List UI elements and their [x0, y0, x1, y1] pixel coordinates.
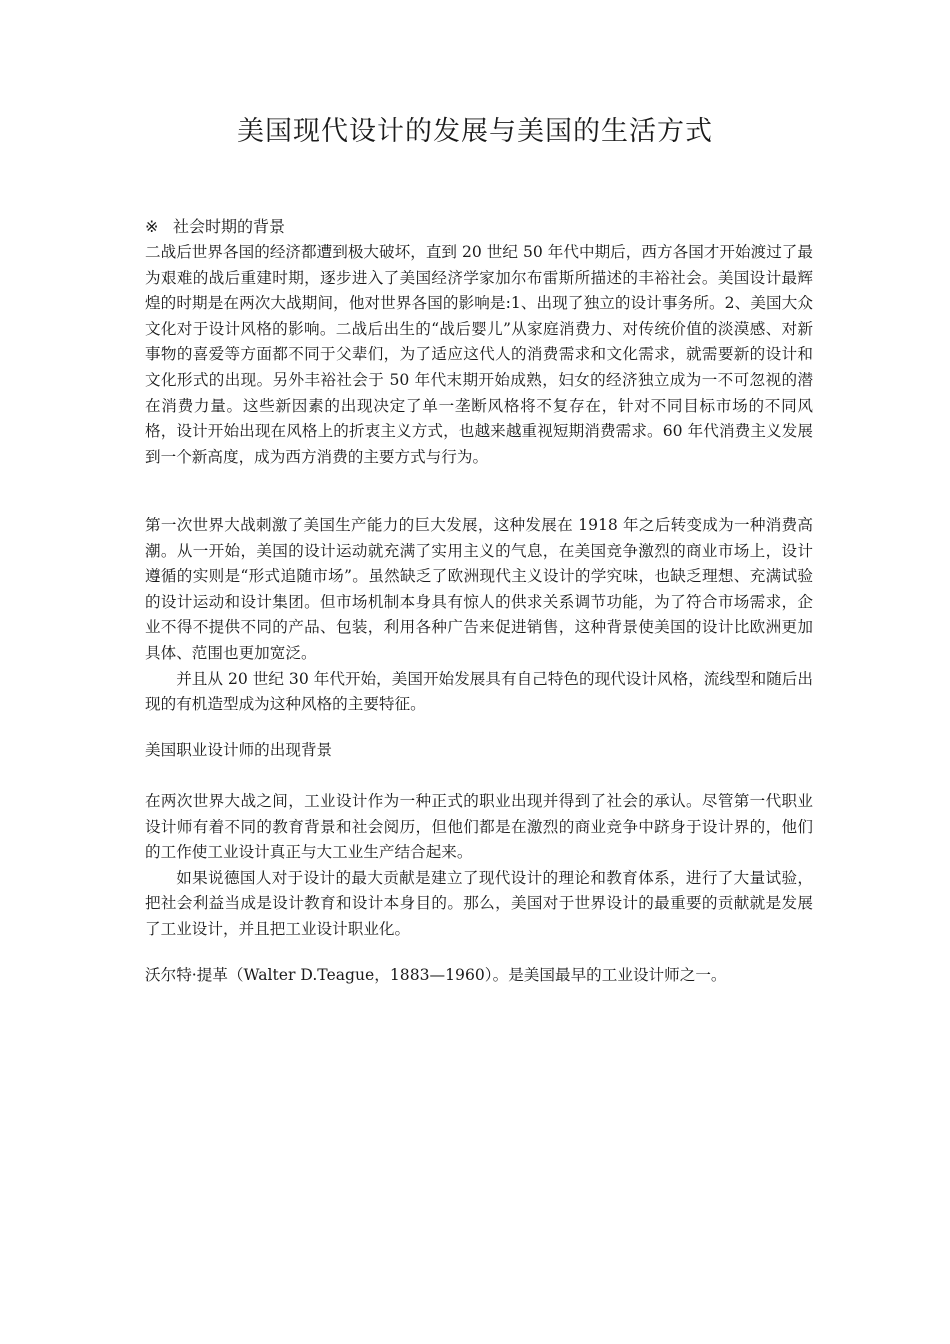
paragraph: 二战后世界各国的经济都遭到极大破坏，直到 20 世纪 50 年代中期后，西方各国才开始渡过了最为艰难的战后重建时期，逐步进入了美国经济学家加尔布雷斯所描述的丰裕社会。美国设计最辉煌的时期是在两次大战期间，他对世界各国的影响是:1、出现了独立的设计事务所。2、美国大众文化对于设计风格的影响。二战后出生的“战后婴儿”从家庭消费力、对传统价值的淡漠感、对新事物的喜爱等方面都不同于父辈们，为了适应这代人的消费需求和文化需求，就需要新的设计和文化形式的出现。另外丰裕社会于 50 年代末期开始成熟，妇女的经济独立成为一不可忽视的潜在消费力量。这些新因素的出现决定了单一垄断风格将不复存在，针对不同目标市场的不同风格，设计开始出现在风格上的折衷主义方式，也越来越重视短期消费需求。60 年代消费主义发展到一个新高度，成为西方消费的主要方式与行为。	[145, 243, 813, 466]
paragraph-block	[145, 789, 813, 943]
paragraph: 沃尔特·提革（Walter D.Teague，1883—1960）。是美国最早的工业设计师之一。	[145, 966, 727, 984]
paragraph-block	[145, 963, 813, 989]
paragraph-block	[145, 240, 813, 470]
reference-mark-icon: ※	[145, 217, 159, 236]
paragraph-block	[145, 513, 813, 718]
paragraph: 并且从 20 世纪 30 年代开始，美国开始发展具有自己特色的现代设计风格，流线型和随后出现的有机造型成为这种风格的主要特征。	[145, 669, 813, 714]
sub-heading	[145, 738, 813, 764]
section-heading-text: 社会时期的背景	[173, 217, 286, 236]
paragraph: 在两次世界大战之间，工业设计作为一种正式的职业出现并得到了社会的承认。尽管第一代职业设计师有着不同的教育背景和社会阅历，但他们都是在激烈的商业竞争中跻身于设计界的，他们的工作使工业设计真正与大工业生产结合起来。	[145, 792, 813, 862]
document-title: 美国现代设计的发展与美国的生活方式	[237, 116, 713, 147]
paragraph: 第一次世界大战刺激了美国生产能力的巨大发展，这种发展在 1918 年之后转变成为一种消费高潮。从一开始，美国的设计运动就充满了实用主义的气息，在美国竞争激烈的商业市场上，设计遵循的实则是“形式追随市场”。虽然缺乏了欧洲现代主义设计的学究味，也缺乏理想、充满试验的设计运动和设计集团。但市场机制本身具有惊人的供求关系调节功能，为了符合市场需求，企业不得不提供不同的产品、包装，利用各种广告来促进销售，这种背景使美国的设计比欧洲更加具体、范围也更加宽泛。	[145, 516, 813, 662]
paragraph: 如果说德国人对于设计的最大贡献是建立了现代设计的理论和教育体系，进行了大量试验，把社会利益当成是设计教育和设计本身目的。那么，美国对于世界设计的最重要的贡献就是发展了工业设计，并且把工业设计职业化。	[145, 868, 813, 938]
section-heading	[145, 216, 285, 238]
sub-heading-text: 美国职业设计师的出现背景	[145, 741, 333, 759]
